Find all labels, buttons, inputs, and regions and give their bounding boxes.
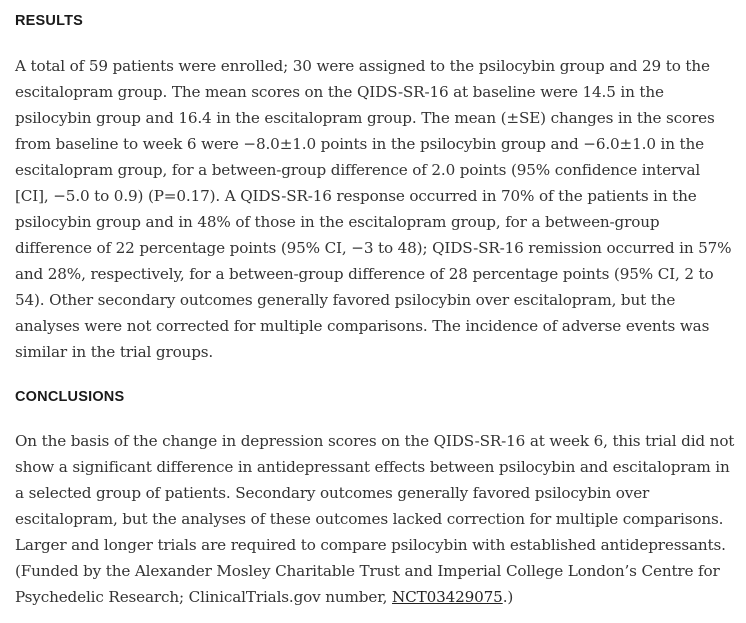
results-heading: RESULTS	[15, 13, 83, 29]
clinicaltrials-link[interactable]: NCT03429075	[392, 588, 503, 606]
conclusions-heading: CONCLUSIONS	[15, 389, 125, 405]
results-paragraph: A total of 59 patients were enrolled; 30 were assigned to the psilocybin group and 29 to the escitalopram group. The mean scores on the QIDS-SR-16 at baseline were 14.5 in the psilocybin group and 16.4 in the escitalopram group. The mean (±SE) changes in the scores from baseline to week 6 were −8.0±1.0 points in the psilocybin group and −6.0±1.0 in the escitalopram group, for a between-group difference of 2.0 points (95% confidence interval [CI], −5.0 to 0.9) (P=0.17). A QIDS-SR-16 response occurred in 70% of the patients in the psilocybin group and in 48% of those in the escitalopram group, for a between-group difference of 22 percentage points (95% CI, −3 to 48); QIDS-SR-16 remission occurred in 57% and 28%, respectively, for a between-group difference of 28 percentage points (95% CI, 2 to 54). Other secondary outcomes generally favored psilocybin over escitalopram, but the analyses were not corrected for multiple comparisons. The incidence of adverse events was similar in the trial groups.	[15, 57, 732, 361]
conclusions-paragraph	[15, 428, 737, 610]
conclusions-text: On the basis of the change in depression scores on the QIDS-SR-16 at week 6, this trial did not show a significant difference in antidepressant effects between psilocybin and escitalopram in a selected group of patients. Secondary outcomes generally favored psilocybin over escitalopram, but the analyses of these outcomes lacked correction for multiple comparisons. Larger and longer trials are required to compare psilocybin with established antidepressants. (Funded by the Alexander Mosley Charitable Trust and Imperial College London’s Centre for Psychedelic Research; ClinicalTrials.gov number,	[15, 432, 735, 606]
conclusions-text-end: .)	[502, 588, 514, 606]
